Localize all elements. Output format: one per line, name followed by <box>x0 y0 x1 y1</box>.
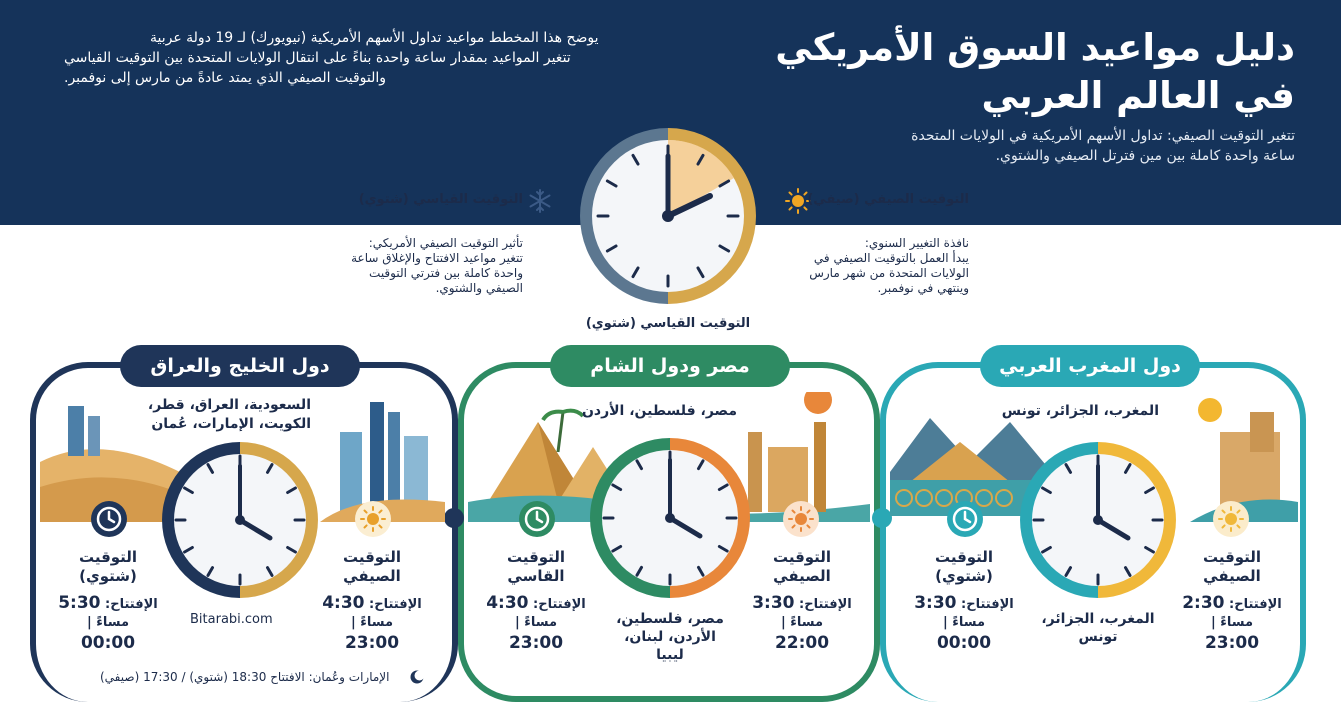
open-label: الإفتتاح: <box>105 597 158 612</box>
note-line: واحدة كاملة بين فترتي التوقيت <box>369 266 523 280</box>
time-title: التوقيت <box>772 548 832 566</box>
levant-countries: مصر، فلسطين، الأردن <box>581 403 737 419</box>
gulf-winter-times <box>56 548 160 654</box>
intro-line2: تتغير المواعيد بمقدار ساعة واحدة بناءً على انتقال الولايات المتحدة بين التوقيت القياسي <box>64 50 571 66</box>
open-label: الإفتتاح: <box>533 597 586 612</box>
open-time: 4:30 <box>322 593 365 613</box>
country-list-line: مصر، فلسطين، <box>616 611 724 627</box>
maghreb-region-title: دول المغرب العربي <box>980 345 1200 387</box>
open-time: 2:30 <box>1182 593 1225 613</box>
gulf-region-title: دول الخليج والعراق <box>120 345 360 387</box>
dst-effect-note <box>351 236 523 296</box>
country-list-line: المغرب، الجزائر، <box>1041 611 1155 627</box>
sun-icon <box>1212 500 1250 538</box>
note-line: الولايات المتحدة من شهر مارس <box>809 266 969 280</box>
open-label: الإفتتاح: <box>369 597 422 612</box>
open-label: الإفتتاح: <box>1229 597 1282 612</box>
maghreb-clock <box>1018 440 1178 600</box>
time-title: (شتوي) <box>935 567 993 585</box>
country-list-line: الأردن، لبنان، <box>624 629 716 645</box>
gulf-clock <box>160 440 320 600</box>
intro-line1: يوضح هذا المخطط مواعيد تداول الأسهم الأمريكية (نيويورك) لـ 19 دولة عربية <box>150 30 599 46</box>
connector-dot <box>444 508 464 528</box>
intro-line3: والتوقيت الصيفي الذي يمتد عادةً من مارس إلى نوفمبر. <box>64 70 387 86</box>
country-list-line: الكويت، الإمارات، عُمان <box>151 416 311 432</box>
pm-label: مساءً | <box>514 615 558 630</box>
time-title: القاسي <box>507 567 565 585</box>
brand-watermark: Bitarabi.com <box>190 612 273 627</box>
sun-icon <box>354 500 392 538</box>
footer-note: الإمارات وعُمان: الافتتاح 18:30 (شتوي) / 17:30 (صيفي) <box>100 670 390 684</box>
clock-icon <box>946 500 984 538</box>
country-list-line: تونس <box>1078 629 1118 645</box>
maghreb-countries: المغرب، الجزائر، تونس <box>1001 403 1159 419</box>
gulf-summer-times <box>320 548 424 654</box>
clock-icon <box>518 500 556 538</box>
close-time: 22:00 <box>774 633 830 653</box>
note-line: نافذة التغيير السنوي: <box>864 236 969 250</box>
note-line: تأثير التوقيت الصيفي الأمريكي: <box>368 236 523 250</box>
time-title: الصيفي <box>773 567 831 585</box>
main-clock <box>578 126 758 306</box>
annual-window-note <box>809 236 969 296</box>
maghreb-winter-times <box>912 548 1016 654</box>
pm-label: مساءً | <box>1210 615 1254 630</box>
time-title: التوقيت <box>78 548 138 566</box>
time-title: الصيفي <box>1203 567 1261 585</box>
pm-label: مساءً | <box>942 615 986 630</box>
country-list-line: ليبيا <box>656 647 684 663</box>
snowflake-icon <box>527 188 553 214</box>
pm-label: مساءً | <box>86 615 130 630</box>
page-title-line1: دليل مواعيد السوق الأمريكي <box>775 26 1295 69</box>
levant-clock <box>588 436 752 600</box>
close-time: 23:00 <box>344 633 400 653</box>
note-line: تتغير مواعيد الافتتاح والإغلاق ساعة <box>351 251 523 265</box>
open-time: 4:30 <box>486 593 529 613</box>
time-title: الصيفي <box>343 567 401 585</box>
moon-icon <box>410 670 424 684</box>
country-list-line: السعودية، العراق، قطر، <box>147 397 311 413</box>
close-time: 00:00 <box>80 633 136 653</box>
maghreb-summer-times <box>1180 548 1284 654</box>
gulf-countries <box>148 396 311 434</box>
open-time: 3:30 <box>914 593 957 613</box>
levant-winter-times <box>484 548 588 654</box>
clock-icon <box>90 500 128 538</box>
note-line: يبدأ العمل بالتوقيت الصيفي في <box>813 251 969 265</box>
maghreb-countries-mid <box>1030 610 1166 646</box>
open-label: الإفتتاح: <box>961 597 1014 612</box>
close-time: 00:00 <box>936 633 992 653</box>
main-clock-caption: التوقيت القياسي (شتوي) <box>585 316 751 331</box>
levant-countries-mid <box>606 610 734 664</box>
open-label: الإفتتاح: <box>799 597 852 612</box>
time-title: التوقيت <box>506 548 566 566</box>
subtitle-line1: تتغير التوقيت الصيفي: تداول الأسهم الأمريكية في الولايات المتحدة <box>911 128 1295 144</box>
pm-label: مساءً | <box>350 615 394 630</box>
connector-dot <box>872 508 892 528</box>
open-time: 3:30 <box>752 593 795 613</box>
levant-region-title: مصر ودول الشام <box>550 345 790 387</box>
close-time: 23:00 <box>508 633 564 653</box>
time-title: التوقيت <box>342 548 402 566</box>
sun-icon <box>782 500 820 538</box>
note-line: الصيفي والشتوي. <box>435 281 523 295</box>
close-time: 23:00 <box>1204 633 1260 653</box>
summer-time-label: التوقيت الصيفي (صيفي) <box>807 192 969 207</box>
time-title: التوقيت <box>1202 548 1262 566</box>
note-line: وينتهي في نوفمبر. <box>877 281 969 295</box>
time-title: (شتوي) <box>79 567 137 585</box>
open-time: 5:30 <box>58 593 101 613</box>
page-title-line2: في العالم العربي <box>981 74 1295 117</box>
winter-time-label: التوقيت القياسي (شتوي) <box>358 192 523 207</box>
pm-label: مساءً | <box>780 615 824 630</box>
levant-summer-times <box>750 548 854 654</box>
time-title: التوقيت <box>934 548 994 566</box>
subtitle-line2: ساعة واحدة كاملة بين مين فترتل الصيفي والشتوي. <box>995 148 1295 164</box>
